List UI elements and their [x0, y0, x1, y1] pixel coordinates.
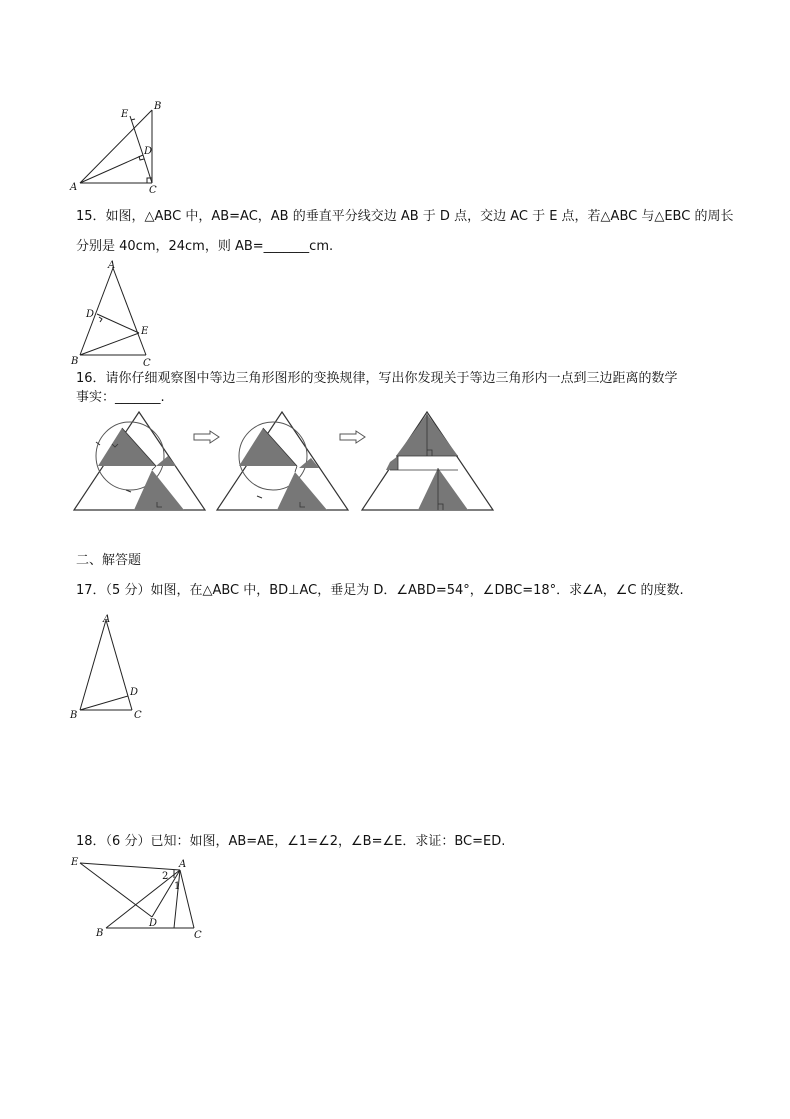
q18-label-e: E [71, 857, 79, 868]
q17-label-d: D [130, 687, 139, 698]
q15-label-b: B [71, 356, 79, 367]
q16-text-line2: 事实：_______. [76, 390, 165, 405]
q18-figure [66, 855, 216, 940]
q16-panel-1 [72, 410, 207, 513]
q18-label-b: B [96, 928, 104, 939]
q15-label-a: A [108, 260, 116, 271]
q16-panel-2 [215, 410, 350, 513]
q15-label-c: C [143, 358, 151, 369]
section-title: 二、解答题 [76, 553, 142, 568]
q15-label-d: D [86, 309, 95, 320]
q17-label-a: A [103, 614, 111, 625]
q15-figure [66, 260, 166, 370]
q15-label-e: E [141, 326, 149, 337]
q14-label-c: C [149, 185, 157, 196]
q17-label-c: C [134, 710, 142, 721]
q14-label-e: E [121, 109, 129, 120]
q17-text-line1: 17．（5 分）如图，在△ABC 中，BD⊥AC，垂足为 D．∠ABD=54°，∠DBC=18°．求∠A，∠C 的度数. [76, 583, 684, 598]
q15-text-line2: 分别是 40cm，24cm，则 AB=_______cm. [76, 239, 334, 254]
q18-angle-2: 2 [162, 871, 169, 882]
q14-label-d: D [144, 146, 153, 157]
q18-label-a: A [179, 859, 187, 870]
q18-angle-1: 1 [174, 881, 181, 892]
q14-label-a: A [70, 182, 78, 193]
q14-label-b: B [154, 101, 162, 112]
q15-text-line1: 15．如图，△ABC 中，AB=AC，AB 的垂直平分线交边 AB 于 D 点，交边 AC 于 E 点，若△ABC 与△EBC 的周长 [76, 209, 734, 224]
q16-panel-3 [360, 410, 495, 513]
q17-figure [66, 610, 156, 725]
q18-text-line1: 18．（6 分）已知：如图，AB=AE，∠1=∠2，∠B=∠E．求证：BC=ED. [76, 834, 506, 849]
q18-label-c: C [194, 930, 202, 941]
q18-label-d: D [149, 918, 158, 929]
q14-figure [66, 100, 176, 195]
q16-text-line1: 16．请你仔细观察图中等边三角形图形的变换规律，写出你发现关于等边三角形内一点到三边距离的数学 [76, 371, 678, 386]
q17-label-b: B [70, 710, 78, 721]
